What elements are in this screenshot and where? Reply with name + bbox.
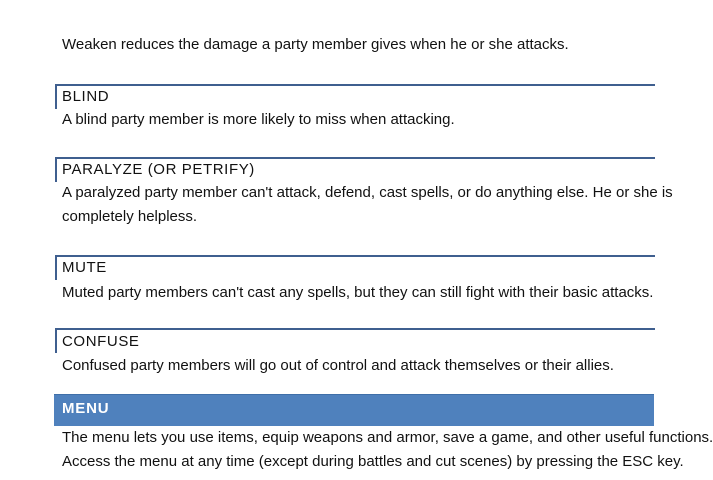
section-text: completely helpless. bbox=[62, 208, 198, 225]
section-heading: CONFUSE bbox=[62, 333, 140, 350]
section-text: Muted party members can't cast any spells, but they can still fight with their basic attacks. bbox=[62, 284, 654, 301]
menu-heading-bar bbox=[54, 394, 654, 426]
heading-rule bbox=[55, 255, 655, 280]
section-heading: MUTE bbox=[62, 259, 107, 276]
menu-text: Access the menu at any time (except during battles and cut scenes) by pressing the ESC key. bbox=[62, 453, 684, 470]
section-text: A paralyzed party member can't attack, defend, cast spells, or do anything else. He or she is bbox=[62, 184, 673, 201]
section-heading: BLIND bbox=[62, 88, 110, 105]
intro-text: Weaken reduces the damage a party member gives when he or she attacks. bbox=[62, 36, 569, 53]
menu-text: The menu lets you use items, equip weapons and armor, save a game, and other useful functions. bbox=[62, 429, 713, 446]
heading-rule bbox=[55, 84, 655, 109]
menu-heading: MENU bbox=[62, 400, 110, 417]
section-text: Confused party members will go out of control and attack themselves or their allies. bbox=[62, 357, 614, 374]
heading-rule bbox=[55, 328, 655, 353]
section-text: A blind party member is more likely to miss when attacking. bbox=[62, 111, 455, 128]
section-heading: PARALYZE (OR PETRIFY) bbox=[62, 161, 255, 178]
